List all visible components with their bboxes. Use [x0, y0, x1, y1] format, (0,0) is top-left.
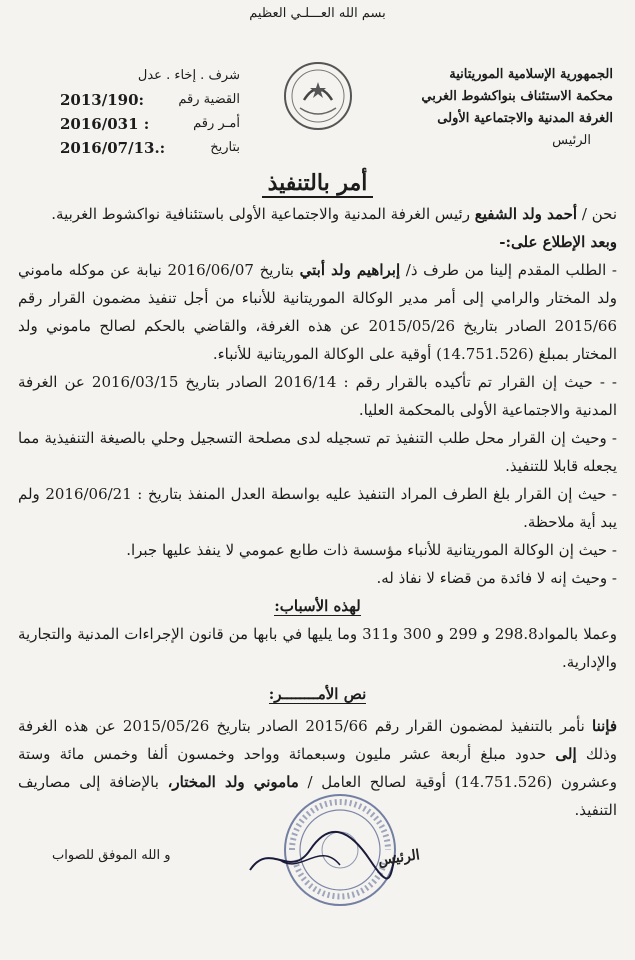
reasons-text: وعملا بالمواد298.8 و 299 و 300 و311 وما يليها في بابها من قانون الإجراءات المدنية والتجارية والإدارية. [18, 625, 618, 671]
header-country: الجمهورية الإسلامية الموريتانية [449, 67, 613, 82]
paragraph-text: بتاريخ 2016/06/07 نيابة عن موكله ماموني ولد المختار والرامي إلى أمر مدير الوكالة الموريتانية للأنباء من أجل تنفيذ مضمون القرار رقم 2015/66 الصادر بتاريخ 2015/05/26 عن هذه الغرفة، والقاضي بالحكم لصالح ماموني ولد المختار بمبلغ (14.751.526) أوقية على الوكالة الموريتانية للأنباء. [18, 261, 617, 363]
order-part: بالإضافة إلى مصاريف التنفيذ. [18, 773, 617, 819]
header-court: محكمة الاستئناف بنواكشوط الغربي [421, 89, 613, 104]
paragraph-confirmation: - - حيث إن القرار تم تأكيده بالقرار رقم : 2016/14 الصادر بتاريخ 2016/03/15 عن الغرفة المدنية والاجتماعية الأولى بالمحكمة العليا. [18, 373, 618, 419]
case-reference-block [60, 64, 240, 160]
paragraph-request [18, 256, 617, 368]
institution-header [363, 64, 613, 152]
case-number: :2013/190 [60, 91, 145, 109]
motto-row [60, 64, 240, 88]
signature-scribble [240, 820, 400, 890]
intro-prefix: نحن / [581, 205, 617, 223]
document-title [0, 170, 635, 196]
reasons-heading-text: لهذه الأسباب: [274, 597, 361, 615]
case-label: القضية رقم [178, 92, 240, 107]
date-label: بتاريخ [210, 140, 240, 155]
review-heading: وبعد الإطلاع على:- [499, 233, 617, 251]
intro-rest: رئيس الغرفة المدنية والاجتماعية الأولى باستئنافية نواكشوط الغربية. [51, 205, 470, 223]
signature-label: الرئيس [377, 847, 421, 869]
paragraph-registration: - وحيث إن القرار محل طلب التنفيذ تم تسجيله لدى مصلحة التسجيل وحلي بالصيغة التنفيذية مما يجعله قابلا للتنفيذ. [18, 429, 617, 475]
paragraph-enforcement: - وحيث إنه لا فائدة من قضاء لا نفاذ له. [376, 569, 617, 587]
paragraph-notification: - حيث إن القرار بلغ الطرف المراد التنفيذ عليه بواسطة العدل المنفذ بتاريخ : 2016/06/21 ولم يبد أية ملاحظة. [18, 485, 617, 531]
president-name: أحمد ولد الشفيع [474, 205, 578, 223]
order-number: : 2016/031 [60, 115, 150, 133]
order-in: إلى [555, 745, 577, 763]
order-part: حدود مبلغ أربعة عشر مليون وسبعمائة وواحد وخمسون ألفا وخمس مائة وستة وعشرون (14.751.526) أوقية لصالح العامل / [18, 745, 617, 791]
reasons-heading [18, 592, 617, 620]
title-text: أمر بالتنفيذ [262, 170, 374, 198]
basmala: بسم الله العـــلـي العظيم [249, 6, 386, 21]
motto: شرف . إخاء . عدل [137, 68, 240, 83]
closing-phrase: و الله الموفق للصواب [52, 848, 171, 863]
paragraph-agency: - حيث إن الوكالة الموريتانية للأنباء مؤسسة ذات طابع عمومي لا ينفذ عليها جبرا. [126, 541, 617, 559]
order-label: أمـر رقم [193, 116, 240, 131]
date-value: :.2016/07/13 [60, 139, 166, 157]
order-lead: فإننا [592, 717, 618, 735]
header-chamber: الغرفة المدنية والاجتماعية الأولى [437, 111, 613, 126]
intro-line [18, 200, 617, 228]
date-row [60, 136, 240, 160]
order-number-row [60, 112, 240, 136]
mauritania-seal-emblem-icon [282, 60, 354, 132]
document-body [18, 200, 617, 824]
order-part: نأمر بالتنفيذ لمضمون القرار رقم 2015/66 الصادر بتاريخ 2015/05/26 عن هذه الغرفة وذلك [18, 717, 617, 763]
header-president: الرئيس [552, 133, 591, 148]
beneficiary-name: ماموني ولد المختار، [167, 773, 299, 791]
order-heading-text: نص الأمــــــــر: [268, 685, 367, 703]
paragraph-text: - الطلب المقدم إلينا من طرف ذ/ [405, 261, 617, 279]
lawyer-name: إبراهيم ولد أبتي [299, 261, 401, 279]
case-number-row [60, 88, 240, 112]
order-heading [18, 680, 617, 708]
